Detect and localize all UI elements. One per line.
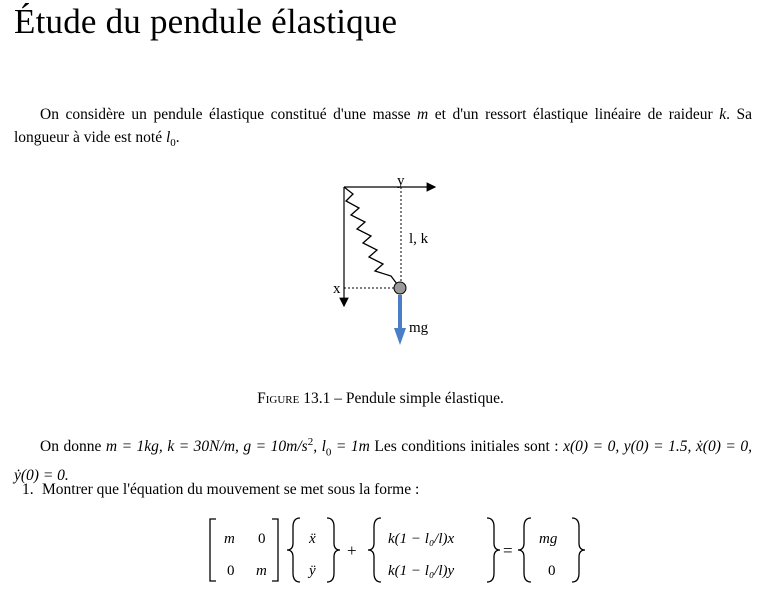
matrix-m22: m [256, 563, 267, 579]
spring [344, 187, 400, 288]
rhs-1: mg [539, 531, 558, 547]
intro-mass-symbol: m [417, 106, 429, 123]
force-y: k(1 − l₀/l)y [388, 563, 455, 579]
given-exponent: 2 [307, 436, 314, 448]
rhs-brace-right [572, 518, 585, 582]
given-lead: On donne [40, 438, 106, 456]
intro-stiffness-symbol: k [719, 106, 727, 123]
force-brace-right [487, 518, 500, 582]
intro-text-2: et d'un ressort élastique linéaire de raideur [428, 106, 720, 123]
mass-ball [394, 282, 406, 294]
intro-length-symbol: l [165, 129, 171, 146]
rhs-2: 0 [548, 563, 556, 579]
intro-text-1: On considère un pendule élastique constitué d'une masse [40, 106, 418, 123]
question-text: Montrer que l'équation du mouvement se met sous la forme : [42, 481, 420, 498]
given-values: m = 1kg, k = 30N/m, g = 10m/s [105, 438, 308, 456]
accel-y: ÿ [309, 563, 316, 579]
intro-text-4: . [175, 129, 180, 146]
pendulum-figure [325, 170, 445, 350]
given-length: , l [313, 438, 326, 456]
label-x: x [333, 281, 341, 297]
matrix-m11: m [224, 531, 235, 547]
equals-sign: = [503, 541, 513, 560]
label-spring: l, k [409, 231, 429, 247]
caption-label: Figure 13.1 [257, 390, 331, 407]
intro-paragraph [14, 103, 752, 155]
label-y: y [397, 173, 405, 189]
matrix-m12: 0 [258, 531, 266, 547]
matrix-m21: 0 [227, 563, 235, 579]
caption-separator: – [330, 390, 346, 407]
figure-caption [0, 390, 761, 408]
weight-arrow-head [394, 328, 406, 345]
question-1 [22, 479, 419, 501]
given-initial-conditions-text: Les conditions initiales sont : [369, 438, 564, 456]
rhs-brace-left [518, 518, 531, 582]
force-brace-left [368, 518, 381, 582]
label-weight: mg [409, 320, 429, 336]
matrix-bracket-right [272, 519, 278, 581]
given-length-subscript: 0 [325, 446, 332, 459]
force-x: k(1 − l₀/l)x [388, 531, 455, 547]
accel-x: ẍ [309, 531, 316, 547]
matrix-bracket-left [210, 519, 216, 581]
question-number: 1. [22, 481, 34, 498]
equation-of-motion [206, 515, 596, 587]
accel-brace-right [327, 518, 340, 582]
intro-length-subscript: 0 [170, 137, 176, 150]
plus-sign: + [347, 541, 357, 560]
given-initial-conditions: x(0) = 0, y(0) = 1.5, ẋ(0) = 0, ẏ(0) = 0. [14, 438, 752, 485]
caption-text: Pendule simple élastique. [345, 390, 504, 407]
intro-text-3: . Sa longueur à vide est noté [14, 106, 752, 146]
accel-brace-left [287, 518, 300, 582]
given-length-value: = 1m [331, 438, 370, 456]
page-title: Étude du pendule élastique [14, 2, 398, 41]
